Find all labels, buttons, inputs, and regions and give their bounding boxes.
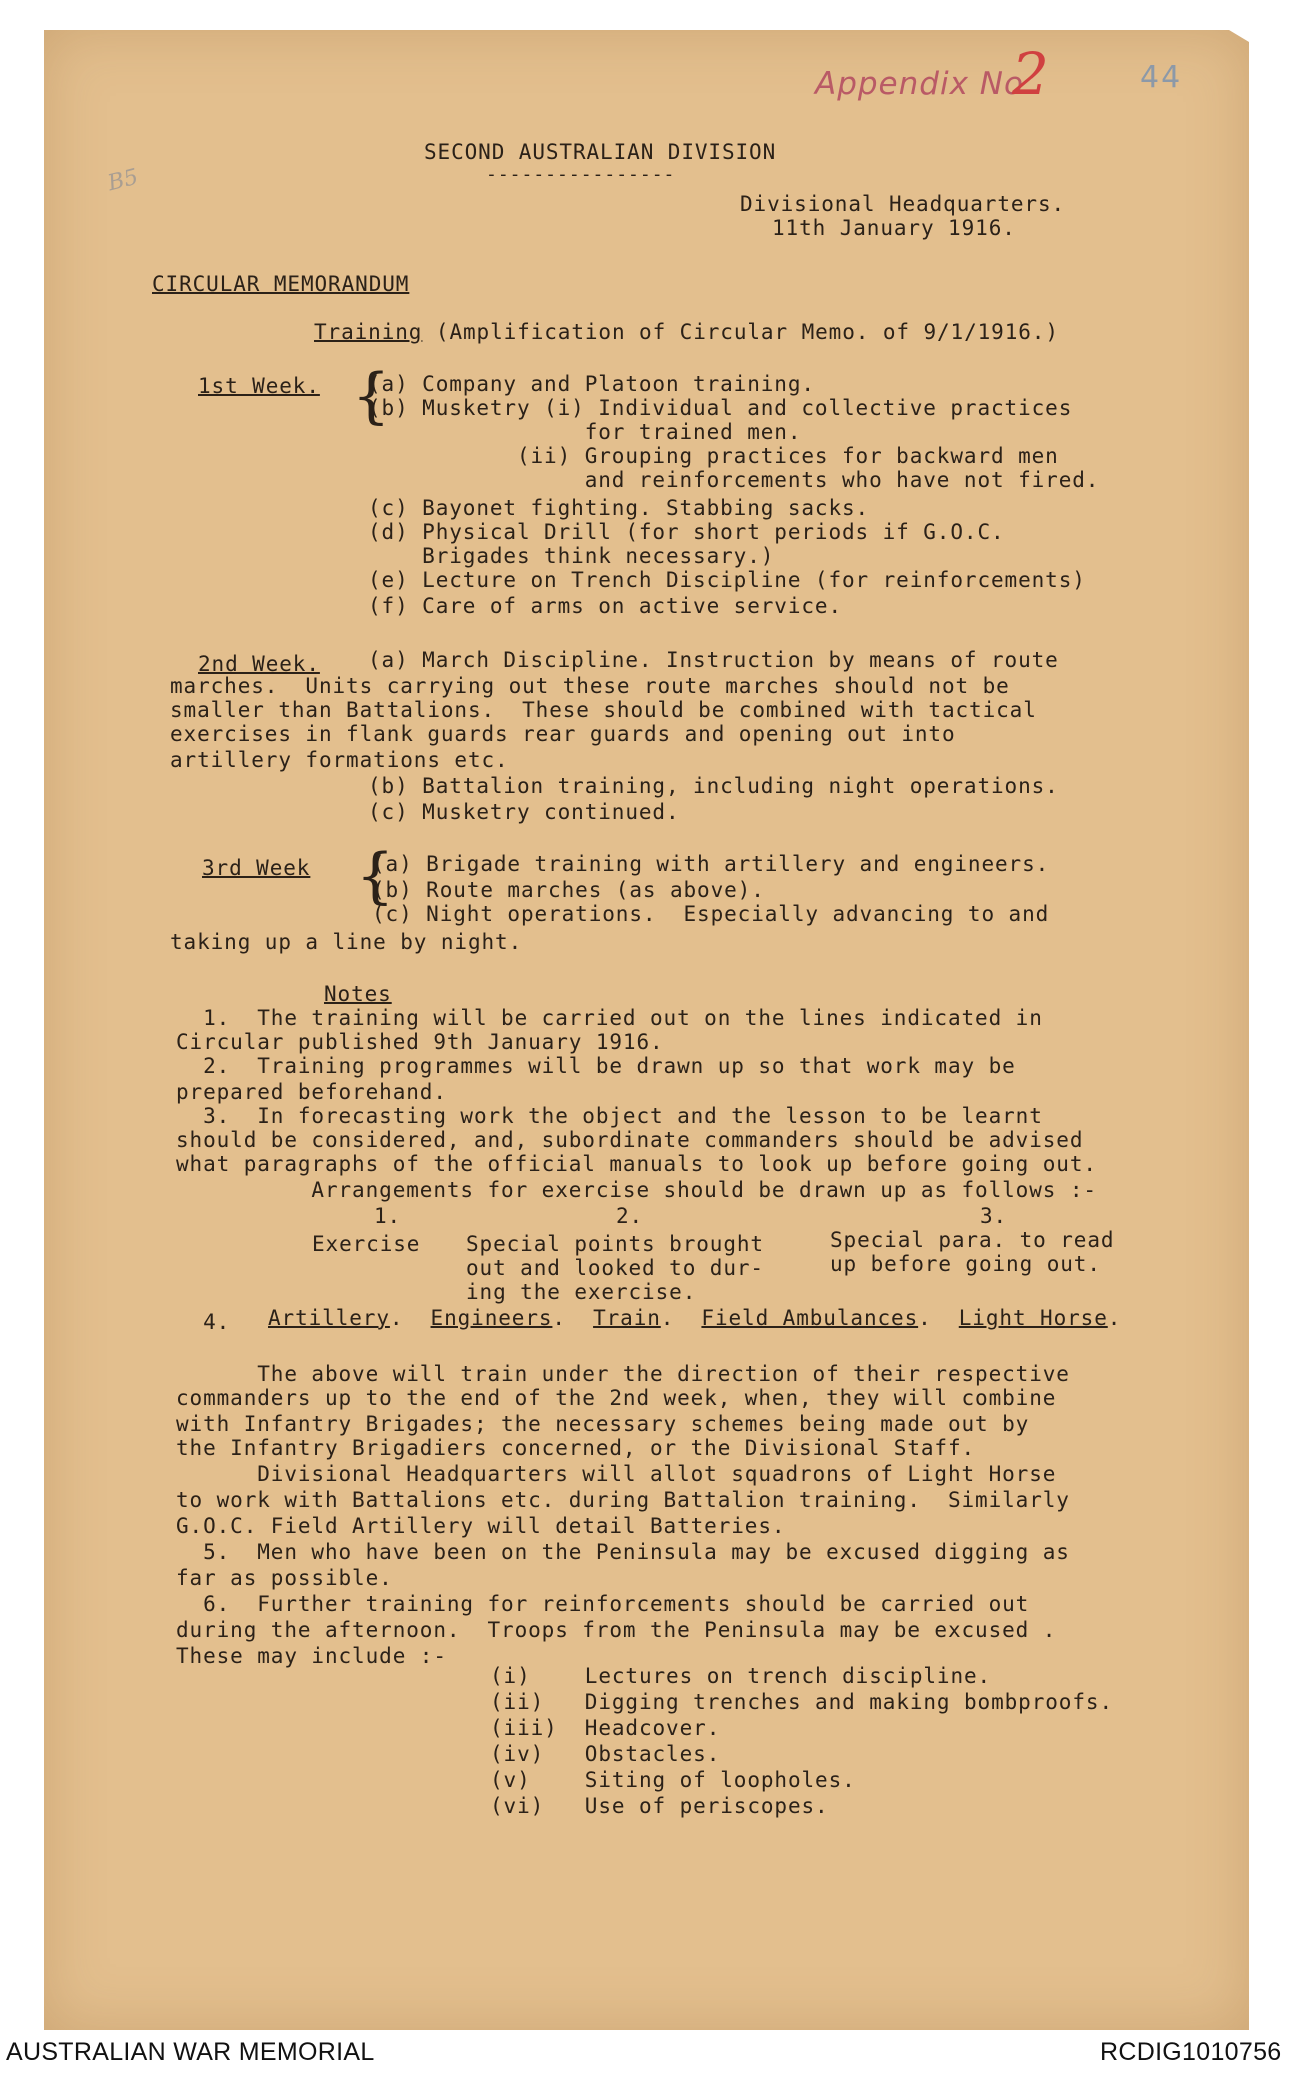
column2-text: ing the exercise.	[466, 1280, 697, 1304]
unit-field-ambulances: Field Ambulances	[701, 1306, 919, 1330]
sublist-item: (i) Lectures on trench discipline.	[490, 1664, 992, 1688]
column-number: 2.	[616, 1204, 644, 1228]
para-line: with Infantry Brigades; the necessary schemes being made out by	[176, 1412, 1030, 1436]
notes-line: 2. Training programmes will be drawn up so that work may be	[176, 1054, 1016, 1078]
week3-item: (c) Night operations. Especially advancing to and	[372, 902, 1050, 926]
column3-text: Special para. to read	[830, 1228, 1115, 1252]
para-line: These may include :-	[176, 1644, 447, 1668]
week3-last: taking up a line by night.	[170, 930, 523, 954]
title-rule: ----------------	[486, 164, 676, 185]
week2-line: marches. Units carrying out these route marches should not be	[170, 674, 1010, 698]
hq-line: Divisional Headquarters.	[740, 192, 1066, 216]
week1-line: (a) Company and Platoon training.	[368, 372, 815, 396]
week1-label: 1st Week.	[198, 374, 320, 398]
para-line: G.O.C. Field Artillery will detail Batteries.	[176, 1514, 786, 1538]
column1-text: Exercise	[312, 1232, 421, 1256]
sublist-item: (iii) Headcover.	[490, 1716, 721, 1740]
week1-line: (ii) Grouping practices for backward men	[368, 444, 1059, 468]
unit-train: Train	[593, 1306, 661, 1330]
unit-artillery: Artillery	[268, 1306, 390, 1330]
para-line: to work with Battalions etc. during Battalion training. Similarly	[176, 1488, 1070, 1512]
notes-line: should be considered, and, subordinate commanders should be advised	[176, 1128, 1084, 1152]
week2-first: (a) March Discipline. Instruction by means of route	[368, 648, 1059, 672]
week1-line: (c) Bayonet fighting. Stabbing sacks.	[368, 496, 870, 520]
appendix-annotation: Appendix No	[815, 66, 1024, 102]
para-line: far as possible.	[176, 1566, 393, 1590]
para-line: Divisional Headquarters will allot squadrons of Light Horse	[176, 1462, 1057, 1486]
sublist-item: (vi) Use of periscopes.	[490, 1794, 829, 1818]
footer-source: AUSTRALIAN WAR MEMORIAL	[6, 2038, 375, 2066]
para-line: the Infantry Brigadiers concerned, or the Divisional Staff.	[176, 1436, 976, 1460]
para-line: during the afternoon. Troops from the Peninsula may be excused .	[176, 1618, 1057, 1642]
column3-text: up before going out.	[830, 1252, 1101, 1276]
notes-line: Circular published 9th January 1916.	[176, 1030, 664, 1054]
week3-item: (b) Route marches (as above).	[372, 878, 765, 902]
appendix-number: 2	[1012, 40, 1049, 108]
notes-line: 1. The training will be carried out on the lines indicated in	[176, 1006, 1043, 1030]
column2-text: out and looked to dur-	[466, 1256, 764, 1280]
notes-line: what paragraphs of the official manuals to look up before going out.	[176, 1152, 1097, 1176]
week2-item: (c) Musketry continued.	[368, 800, 680, 824]
week1-line: for trained men.	[368, 420, 802, 444]
week1-line: Brigades think necessary.)	[368, 544, 775, 568]
week3-label: 3rd Week	[202, 856, 311, 880]
week3-item: (a) Brigade training with artillery and engineers.	[372, 852, 1050, 876]
circular-title: CIRCULAR MEMORANDUM	[152, 272, 410, 296]
subject-underlined: Training	[314, 320, 423, 344]
sublist-item: (iv) Obstacles.	[490, 1742, 721, 1766]
week1-line: (d) Physical Drill (for short periods if G.O.C.	[368, 520, 1005, 544]
unit-light-horse: Light Horse	[958, 1306, 1108, 1330]
week1-line: (b) Musketry (i) Individual and collective practices	[368, 396, 1073, 420]
week3-brace: {	[356, 841, 395, 911]
week2-line: smaller than Battalions. These should be combined with tactical	[170, 698, 1037, 722]
notes-line: prepared beforehand.	[176, 1080, 447, 1104]
column2-text: Special points brought	[466, 1232, 764, 1256]
week2-line: artillery formations etc.	[170, 748, 509, 772]
folio-number: 44	[1140, 60, 1183, 95]
para-line: 5. Men who have been on the Peninsula may be excused digging as	[176, 1540, 1070, 1564]
date-line: 11th January 1916.	[772, 216, 1016, 240]
subject-line	[314, 320, 1059, 344]
notes-line: Arrangements for exercise should be drawn up as follows :-	[176, 1178, 1097, 1202]
para-line: commanders up to the end of the 2nd week, when, they will combine	[176, 1386, 1057, 1410]
notes-heading: Notes	[324, 982, 392, 1006]
footer-id: RCDIG1010756	[1100, 2038, 1282, 2066]
notes-line: 3. In forecasting work the object and the lesson to be learnt	[176, 1104, 1043, 1128]
unit-engineers: Engineers	[430, 1306, 553, 1330]
column-number: 3.	[980, 1204, 1008, 1228]
column-number: 1.	[374, 1204, 402, 1228]
week1-line: (e) Lecture on Trench Discipline (for reinforcements)	[368, 568, 1086, 592]
week1-brace: {	[352, 361, 391, 431]
week2-item: (b) Battalion training, including night operations.	[368, 774, 1059, 798]
week2-label: 2nd Week.	[198, 652, 320, 676]
sublist-item: (ii) Digging trenches and making bombproofs.	[490, 1690, 1113, 1714]
item4-number: 4.	[176, 1310, 231, 1334]
para-line: The above will train under the direction of their respective	[176, 1362, 1070, 1386]
item4-units: Artillery. Engineers. Train. Field Ambulances. Light Horse.	[268, 1306, 1122, 1330]
week1-line: and reinforcements who have not fired.	[368, 468, 1100, 492]
subject-rest: (Amplification of Circular Memo. of 9/1/1916.)	[422, 320, 1059, 344]
week1-line: (f) Care of arms on active service.	[368, 594, 843, 618]
para-line: 6. Further training for reinforcements should be carried out	[176, 1592, 1030, 1616]
week2-line: exercises in flank guards rear guards and opening out into	[170, 722, 956, 746]
pencil-mark: B5	[105, 164, 141, 197]
sublist-item: (v) Siting of loopholes.	[490, 1768, 856, 1792]
division-title: SECOND AUSTRALIAN DIVISION	[424, 140, 777, 164]
